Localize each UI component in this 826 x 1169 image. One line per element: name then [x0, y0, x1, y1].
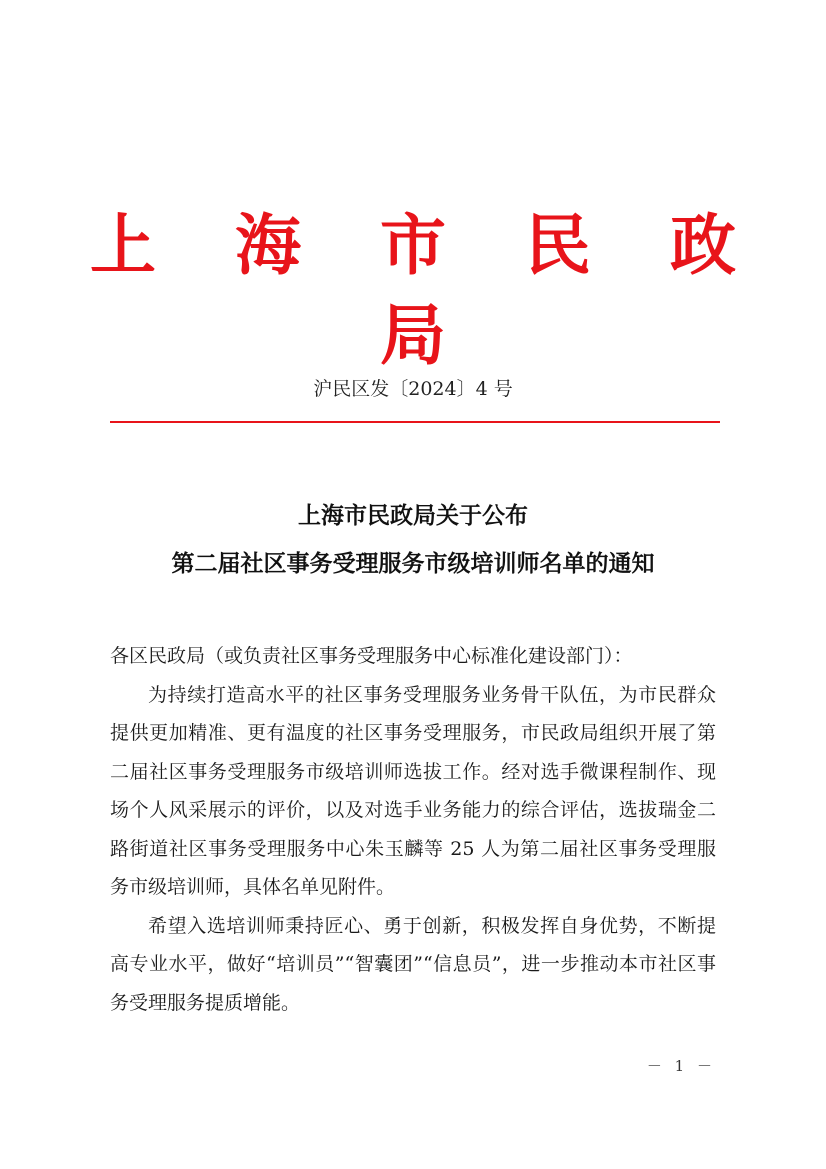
- body-paragraph-1: 为持续打造高水平的社区事务受理服务业务骨干队伍，为市民群众提供更加精准、更有温度的社区事务受理服务，市民政局组织开展了第二届社区事务受理服务市级培训师选拔工作。经对选手微课程制作、现场个人风采展示的评价，以及对选手业务能力的综合评估，选拔瑞金二路街道社区事务受理服务中心朱玉麟等 25 人为第二届社区事务受理服务市级培训师，具体名单见附件。: [110, 683, 716, 898]
- salutation: 各区民政局（或负责社区事务受理服务中心标准化建设部门）：: [110, 645, 633, 667]
- document-title-line-1: 上海市民政局关于公布: [298, 502, 528, 529]
- document-title-line-2: 第二届社区事务受理服务市级培训师名单的通知: [171, 550, 655, 577]
- red-divider: [110, 421, 720, 423]
- document-body: [110, 637, 716, 1022]
- agency-masthead: 上 海 市 民 政 局: [90, 206, 764, 374]
- document-number: 沪民区发〔2024〕4 号: [313, 378, 513, 400]
- page-number: － 1 －: [646, 1057, 716, 1075]
- body-paragraph-2: 希望入选培训师秉持匠心、勇于创新，积极发挥自身优势，不断提高专业水平，做好“培训员”“智囊团”“信息员”，进一步推动本市社区事务受理服务提质增能。: [110, 914, 716, 1014]
